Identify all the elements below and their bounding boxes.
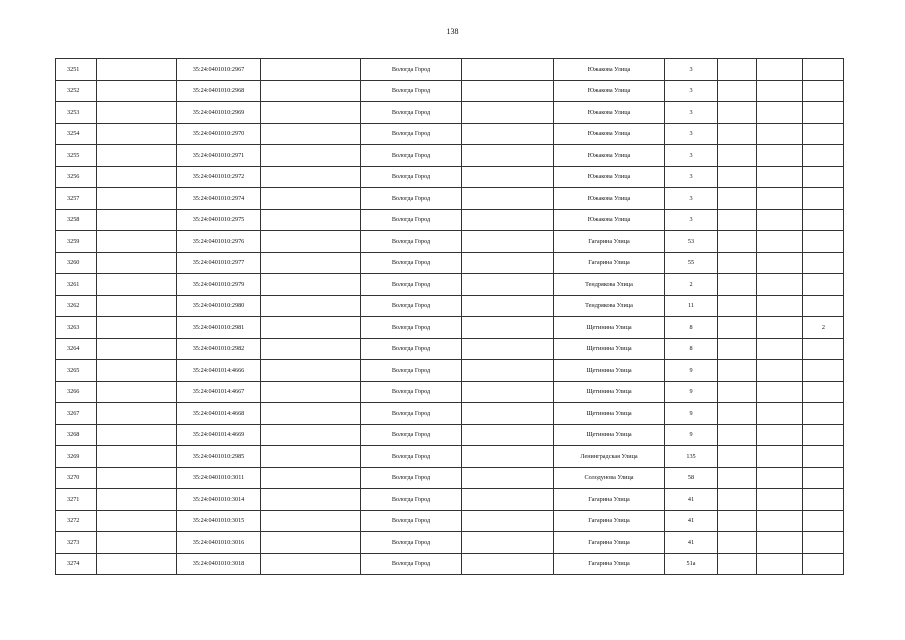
empty-cell: [97, 510, 177, 532]
street-cell: Солодунова Улица: [554, 467, 665, 489]
empty-cell: [97, 209, 177, 231]
extra-value-cell: [803, 489, 844, 511]
house-number-cell: 8: [665, 317, 718, 339]
cadastral-number-cell: 35:24:0401010:2976: [177, 231, 261, 253]
cadastral-number-cell: 35:24:0401010:2971: [177, 145, 261, 167]
cadastral-number-cell: 35:24:0401014:4667: [177, 381, 261, 403]
empty-cell: [261, 188, 361, 210]
empty-cell: [261, 123, 361, 145]
table-row: [56, 80, 844, 102]
empty-cell: [97, 403, 177, 425]
street-cell: Южакова Улица: [554, 166, 665, 188]
house-number-cell: 3: [665, 188, 718, 210]
empty-cell: [462, 231, 554, 253]
empty-cell: [718, 123, 757, 145]
row-number-cell: 3261: [56, 274, 97, 296]
city-cell: Вологда Город: [361, 338, 462, 360]
street-cell: Гагарина Улица: [554, 489, 665, 511]
empty-cell: [718, 360, 757, 382]
extra-value-cell: [803, 209, 844, 231]
street-cell: Тендрякова Улица: [554, 295, 665, 317]
row-number-cell: 3267: [56, 403, 97, 425]
row-number-cell: 3258: [56, 209, 97, 231]
street-cell: Южакова Улица: [554, 80, 665, 102]
empty-cell: [757, 295, 803, 317]
row-number-cell: 3259: [56, 231, 97, 253]
house-number-cell: 51а: [665, 553, 718, 575]
registry-table: [55, 58, 844, 575]
city-cell: Вологда Город: [361, 295, 462, 317]
extra-value-cell: [803, 59, 844, 81]
empty-cell: [757, 102, 803, 124]
empty-cell: [261, 553, 361, 575]
table-row: [56, 403, 844, 425]
empty-cell: [462, 274, 554, 296]
extra-value-cell: [803, 102, 844, 124]
row-number-cell: 3254: [56, 123, 97, 145]
empty-cell: [261, 532, 361, 554]
row-number-cell: 3262: [56, 295, 97, 317]
extra-value-cell: [803, 360, 844, 382]
table-row: [56, 274, 844, 296]
extra-value-cell: 2: [803, 317, 844, 339]
extra-value-cell: [803, 467, 844, 489]
table-row: [56, 317, 844, 339]
empty-cell: [757, 209, 803, 231]
row-number-cell: 3274: [56, 553, 97, 575]
street-cell: Южакова Улица: [554, 145, 665, 167]
empty-cell: [718, 510, 757, 532]
empty-cell: [718, 59, 757, 81]
house-number-cell: 3: [665, 80, 718, 102]
extra-value-cell: [803, 553, 844, 575]
empty-cell: [97, 553, 177, 575]
empty-cell: [462, 553, 554, 575]
cadastral-number-cell: 35:24:0401014:4668: [177, 403, 261, 425]
row-number-cell: 3269: [56, 446, 97, 468]
street-cell: Тендрякова Улица: [554, 274, 665, 296]
table-row: [56, 510, 844, 532]
empty-cell: [261, 80, 361, 102]
cadastral-number-cell: 35:24:0401010:2968: [177, 80, 261, 102]
empty-cell: [462, 424, 554, 446]
house-number-cell: 8: [665, 338, 718, 360]
city-cell: Вологда Город: [361, 424, 462, 446]
extra-value-cell: [803, 338, 844, 360]
empty-cell: [462, 510, 554, 532]
row-number-cell: 3270: [56, 467, 97, 489]
city-cell: Вологда Город: [361, 145, 462, 167]
empty-cell: [462, 467, 554, 489]
empty-cell: [718, 274, 757, 296]
empty-cell: [718, 424, 757, 446]
row-number-cell: 3264: [56, 338, 97, 360]
empty-cell: [718, 317, 757, 339]
street-cell: Щетинина Улица: [554, 381, 665, 403]
cadastral-number-cell: 35:24:0401010:2980: [177, 295, 261, 317]
empty-cell: [261, 467, 361, 489]
empty-cell: [757, 166, 803, 188]
empty-cell: [462, 338, 554, 360]
street-cell: Южакова Улица: [554, 209, 665, 231]
house-number-cell: 11: [665, 295, 718, 317]
cadastral-number-cell: 35:24:0401010:2972: [177, 166, 261, 188]
house-number-cell: 3: [665, 145, 718, 167]
table-row: [56, 123, 844, 145]
city-cell: Вологда Город: [361, 360, 462, 382]
empty-cell: [757, 553, 803, 575]
empty-cell: [462, 317, 554, 339]
empty-cell: [757, 59, 803, 81]
empty-cell: [462, 166, 554, 188]
empty-cell: [718, 102, 757, 124]
empty-cell: [97, 274, 177, 296]
empty-cell: [757, 274, 803, 296]
city-cell: Вологда Город: [361, 123, 462, 145]
city-cell: Вологда Город: [361, 59, 462, 81]
empty-cell: [718, 80, 757, 102]
extra-value-cell: [803, 123, 844, 145]
table-row: [56, 252, 844, 274]
cadastral-number-cell: 35:24:0401010:3015: [177, 510, 261, 532]
city-cell: Вологда Город: [361, 381, 462, 403]
table-row: [56, 489, 844, 511]
house-number-cell: 3: [665, 166, 718, 188]
empty-cell: [261, 510, 361, 532]
house-number-cell: 41: [665, 532, 718, 554]
cadastral-number-cell: 35:24:0401010:2982: [177, 338, 261, 360]
cadastral-number-cell: 35:24:0401010:3016: [177, 532, 261, 554]
empty-cell: [97, 381, 177, 403]
empty-cell: [757, 467, 803, 489]
table-row: [56, 553, 844, 575]
empty-cell: [462, 123, 554, 145]
empty-cell: [718, 231, 757, 253]
empty-cell: [97, 252, 177, 274]
street-cell: Южакова Улица: [554, 59, 665, 81]
street-cell: Щетинина Улица: [554, 403, 665, 425]
empty-cell: [261, 166, 361, 188]
row-number-cell: 3273: [56, 532, 97, 554]
street-cell: Гагарина Улица: [554, 553, 665, 575]
street-cell: Южакова Улица: [554, 102, 665, 124]
city-cell: Вологда Город: [361, 274, 462, 296]
city-cell: Вологда Город: [361, 510, 462, 532]
empty-cell: [462, 252, 554, 274]
empty-cell: [462, 360, 554, 382]
empty-cell: [261, 102, 361, 124]
empty-cell: [718, 188, 757, 210]
empty-cell: [97, 295, 177, 317]
table-row: [56, 446, 844, 468]
street-cell: Гагарина Улица: [554, 252, 665, 274]
empty-cell: [718, 252, 757, 274]
city-cell: Вологда Город: [361, 80, 462, 102]
empty-cell: [97, 166, 177, 188]
city-cell: Вологда Город: [361, 403, 462, 425]
empty-cell: [718, 166, 757, 188]
street-cell: Гагарина Улица: [554, 510, 665, 532]
city-cell: Вологда Город: [361, 317, 462, 339]
cadastral-number-cell: 35:24:0401010:2975: [177, 209, 261, 231]
street-cell: Южакова Улица: [554, 188, 665, 210]
extra-value-cell: [803, 381, 844, 403]
city-cell: Вологда Город: [361, 252, 462, 274]
house-number-cell: 9: [665, 360, 718, 382]
extra-value-cell: [803, 532, 844, 554]
empty-cell: [261, 59, 361, 81]
house-number-cell: 2: [665, 274, 718, 296]
empty-cell: [462, 403, 554, 425]
street-cell: Гагарина Улица: [554, 532, 665, 554]
row-number-cell: 3263: [56, 317, 97, 339]
empty-cell: [97, 489, 177, 511]
empty-cell: [97, 188, 177, 210]
cadastral-number-cell: 35:24:0401010:2974: [177, 188, 261, 210]
extra-value-cell: [803, 80, 844, 102]
empty-cell: [718, 553, 757, 575]
street-cell: Ленинградская Улица: [554, 446, 665, 468]
table-row: [56, 381, 844, 403]
house-number-cell: 135: [665, 446, 718, 468]
empty-cell: [718, 295, 757, 317]
row-number-cell: 3257: [56, 188, 97, 210]
row-number-cell: 3255: [56, 145, 97, 167]
empty-cell: [462, 188, 554, 210]
empty-cell: [757, 123, 803, 145]
table-row: [56, 209, 844, 231]
street-cell: Щетинина Улица: [554, 424, 665, 446]
empty-cell: [97, 360, 177, 382]
table-row: [56, 188, 844, 210]
page-number: 138: [446, 27, 459, 36]
cadastral-number-cell: 35:24:0401010:2967: [177, 59, 261, 81]
empty-cell: [462, 532, 554, 554]
empty-cell: [718, 145, 757, 167]
empty-cell: [462, 59, 554, 81]
house-number-cell: 9: [665, 403, 718, 425]
cadastral-number-cell: 35:24:0401014:4666: [177, 360, 261, 382]
extra-value-cell: [803, 424, 844, 446]
extra-value-cell: [803, 252, 844, 274]
empty-cell: [757, 360, 803, 382]
row-number-cell: 3252: [56, 80, 97, 102]
extra-value-cell: [803, 403, 844, 425]
cadastral-number-cell: 35:24:0401010:3011: [177, 467, 261, 489]
city-cell: Вологда Город: [361, 188, 462, 210]
table-row: [56, 532, 844, 554]
empty-cell: [261, 252, 361, 274]
empty-cell: [261, 489, 361, 511]
empty-cell: [718, 338, 757, 360]
empty-cell: [462, 489, 554, 511]
extra-value-cell: [803, 145, 844, 167]
empty-cell: [757, 532, 803, 554]
empty-cell: [462, 209, 554, 231]
row-number-cell: 3265: [56, 360, 97, 382]
table-row: [56, 338, 844, 360]
cadastral-number-cell: 35:24:0401010:2977: [177, 252, 261, 274]
table-row: [56, 231, 844, 253]
street-cell: Щетинина Улица: [554, 360, 665, 382]
empty-cell: [261, 274, 361, 296]
empty-cell: [261, 295, 361, 317]
empty-cell: [97, 446, 177, 468]
street-cell: Щетинина Улица: [554, 317, 665, 339]
cadastral-number-cell: 35:24:0401014:4669: [177, 424, 261, 446]
city-cell: Вологда Город: [361, 231, 462, 253]
empty-cell: [757, 424, 803, 446]
row-number-cell: 3271: [56, 489, 97, 511]
street-cell: Щетинина Улица: [554, 338, 665, 360]
cadastral-number-cell: 35:24:0401010:2981: [177, 317, 261, 339]
empty-cell: [718, 403, 757, 425]
table-row: [56, 102, 844, 124]
empty-cell: [757, 338, 803, 360]
extra-value-cell: [803, 188, 844, 210]
empty-cell: [261, 381, 361, 403]
empty-cell: [757, 317, 803, 339]
city-cell: Вологда Город: [361, 489, 462, 511]
city-cell: Вологда Город: [361, 532, 462, 554]
city-cell: Вологда Город: [361, 553, 462, 575]
empty-cell: [757, 489, 803, 511]
empty-cell: [97, 317, 177, 339]
empty-cell: [261, 317, 361, 339]
house-number-cell: 3: [665, 209, 718, 231]
cadastral-number-cell: 35:24:0401010:2979: [177, 274, 261, 296]
empty-cell: [462, 80, 554, 102]
extra-value-cell: [803, 231, 844, 253]
table-row: [56, 145, 844, 167]
extra-value-cell: [803, 510, 844, 532]
house-number-cell: 55: [665, 252, 718, 274]
empty-cell: [261, 360, 361, 382]
empty-cell: [718, 467, 757, 489]
row-number-cell: 3251: [56, 59, 97, 81]
empty-cell: [757, 252, 803, 274]
empty-cell: [97, 467, 177, 489]
empty-cell: [261, 424, 361, 446]
empty-cell: [97, 80, 177, 102]
table-row: [56, 467, 844, 489]
row-number-cell: 3268: [56, 424, 97, 446]
empty-cell: [757, 145, 803, 167]
row-number-cell: 3266: [56, 381, 97, 403]
empty-cell: [718, 532, 757, 554]
empty-cell: [97, 59, 177, 81]
empty-cell: [757, 403, 803, 425]
cadastral-number-cell: 35:24:0401010:2985: [177, 446, 261, 468]
house-number-cell: 3: [665, 102, 718, 124]
extra-value-cell: [803, 446, 844, 468]
house-number-cell: 41: [665, 489, 718, 511]
empty-cell: [97, 145, 177, 167]
empty-cell: [462, 381, 554, 403]
empty-cell: [757, 381, 803, 403]
extra-value-cell: [803, 295, 844, 317]
empty-cell: [462, 145, 554, 167]
cadastral-number-cell: 35:24:0401010:2970: [177, 123, 261, 145]
empty-cell: [718, 489, 757, 511]
empty-cell: [757, 231, 803, 253]
empty-cell: [97, 424, 177, 446]
empty-cell: [462, 102, 554, 124]
empty-cell: [718, 381, 757, 403]
empty-cell: [261, 145, 361, 167]
empty-cell: [757, 510, 803, 532]
empty-cell: [97, 338, 177, 360]
street-cell: Гагарина Улица: [554, 231, 665, 253]
row-number-cell: 3253: [56, 102, 97, 124]
empty-cell: [757, 446, 803, 468]
empty-cell: [97, 102, 177, 124]
house-number-cell: 53: [665, 231, 718, 253]
empty-cell: [97, 231, 177, 253]
table-row: [56, 360, 844, 382]
registry-table-body: [56, 59, 844, 575]
city-cell: Вологда Город: [361, 166, 462, 188]
cadastral-number-cell: 35:24:0401010:3014: [177, 489, 261, 511]
empty-cell: [261, 338, 361, 360]
row-number-cell: 3260: [56, 252, 97, 274]
street-cell: Южакова Улица: [554, 123, 665, 145]
city-cell: Вологда Город: [361, 446, 462, 468]
house-number-cell: 41: [665, 510, 718, 532]
empty-cell: [462, 446, 554, 468]
house-number-cell: 9: [665, 381, 718, 403]
empty-cell: [462, 295, 554, 317]
extra-value-cell: [803, 274, 844, 296]
table-row: [56, 295, 844, 317]
city-cell: Вологда Город: [361, 209, 462, 231]
house-number-cell: 58: [665, 467, 718, 489]
empty-cell: [261, 209, 361, 231]
extra-value-cell: [803, 166, 844, 188]
table-row: [56, 424, 844, 446]
city-cell: Вологда Город: [361, 467, 462, 489]
city-cell: Вологда Город: [361, 102, 462, 124]
empty-cell: [97, 532, 177, 554]
house-number-cell: 3: [665, 123, 718, 145]
empty-cell: [718, 209, 757, 231]
table-row: [56, 59, 844, 81]
empty-cell: [261, 403, 361, 425]
row-number-cell: 3256: [56, 166, 97, 188]
empty-cell: [757, 188, 803, 210]
house-number-cell: 9: [665, 424, 718, 446]
cadastral-number-cell: 35:24:0401010:2969: [177, 102, 261, 124]
empty-cell: [261, 231, 361, 253]
table-row: [56, 166, 844, 188]
empty-cell: [97, 123, 177, 145]
house-number-cell: 3: [665, 59, 718, 81]
empty-cell: [718, 446, 757, 468]
cadastral-number-cell: 35:24:0401010:3018: [177, 553, 261, 575]
empty-cell: [261, 446, 361, 468]
row-number-cell: 3272: [56, 510, 97, 532]
empty-cell: [757, 80, 803, 102]
